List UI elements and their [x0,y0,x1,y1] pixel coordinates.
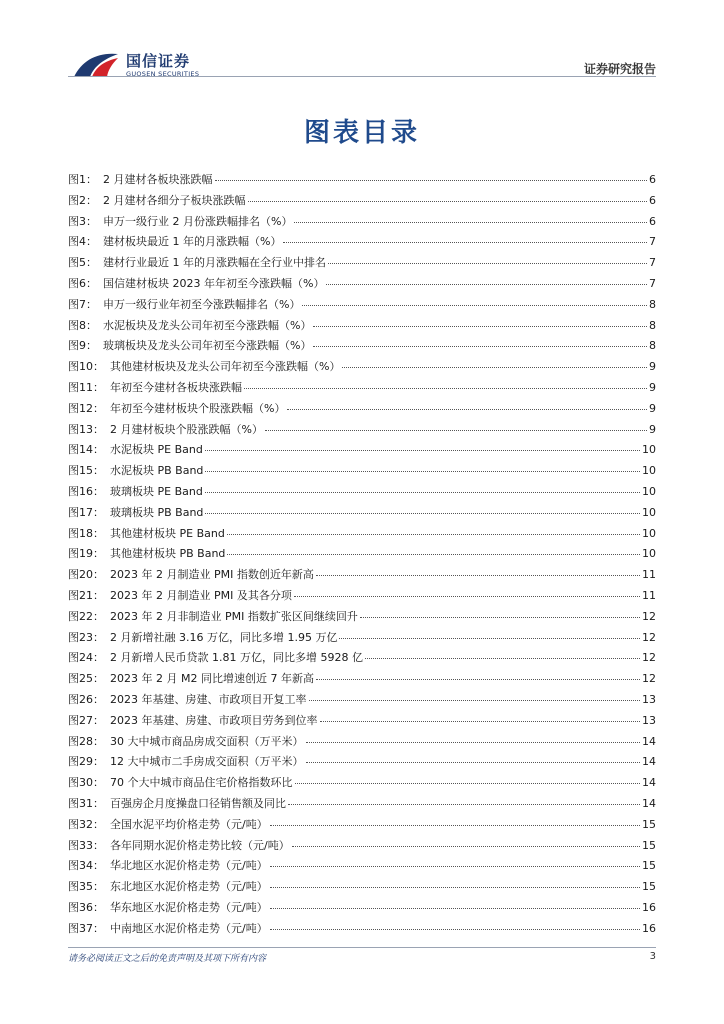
toc-dot-leader [360,617,640,618]
toc-entry-page: 15 [642,838,656,852]
toc-dot-leader [205,450,640,451]
toc-entry-title: 国信建材板块 2023 年年初至今涨跌幅（%） [103,276,325,290]
toc-entry[interactable] [68,379,656,400]
toc-entry-label: 图22： [68,609,104,623]
toc-dot-leader [215,180,648,181]
toc-entry-title: 70 个大中城市商品住宅价格指数环比 [110,776,293,790]
logo-name-en: GUOSEN SECURITIES [126,70,200,78]
toc-entry-page: 12 [642,630,656,644]
toc-dot-leader [309,700,641,701]
toc-dot-leader [326,284,647,285]
toc-entry-page: 7 [649,276,656,290]
toc-entry-title: 年初至今建材板块个股涨跌幅（%） [110,401,286,415]
page-header [0,0,724,80]
toc-dot-leader [205,471,640,472]
toc-entry-label: 图34： [68,859,104,873]
footer-disclaimer: 请务必阅读正文之后的免责声明及其项下所有内容 [68,954,267,964]
toc-entry-label: 图33： [68,838,104,852]
toc-entry-label: 图4： [68,235,97,249]
toc-entry[interactable] [68,857,656,878]
toc-dot-leader [270,825,640,826]
toc-entry-title: 华北地区水泥价格走势（元/吨） [110,859,268,873]
toc-entry-title: 东北地区水泥价格走势（元/吨） [110,880,268,894]
toc-dot-leader [288,804,640,805]
toc-entry[interactable] [68,608,656,629]
toc-entry-page: 14 [642,734,656,748]
toc-dot-leader [328,263,647,264]
toc-entry-page: 9 [649,360,656,374]
page-number: 3 [649,951,656,962]
toc-entry-page: 7 [649,256,656,270]
toc-entry-title: 百强房企月度操盘口径销售额及同比 [110,796,286,810]
toc-entry[interactable] [68,483,656,504]
toc-entry[interactable] [68,441,656,462]
toc-entry[interactable] [68,691,656,712]
toc-entry-title: 中南地区水泥价格走势（元/吨） [110,921,268,935]
toc-entry[interactable] [68,670,656,691]
toc-entry-label: 图37： [68,921,104,935]
toc-entry-label: 图11： [68,380,104,394]
logo-name-cn: 国信证券 [126,52,191,70]
toc-entry-label: 图9： [68,339,97,353]
toc-entry[interactable] [68,337,656,358]
header-divider [68,76,656,77]
toc-entry-label: 图18： [68,526,104,540]
toc-entry-label: 图15： [68,464,104,478]
footer-divider [68,947,656,948]
toc-entry-title: 其他建材板块 PE Band [110,526,225,540]
toc-entry[interactable] [68,358,656,379]
toc-entry-title: 水泥板块 PE Band [110,443,203,457]
toc-entry-page: 15 [642,880,656,894]
toc-dot-leader [294,222,647,223]
toc-dot-leader [292,846,640,847]
toc-entry-label: 图25： [68,672,104,686]
toc-entry-page: 7 [649,235,656,249]
toc-entry-page: 9 [649,401,656,415]
toc-entry-page: 14 [642,796,656,810]
toc-entry-page: 10 [642,484,656,498]
toc-entry-page: 15 [642,859,656,873]
toc-dot-leader [342,367,647,368]
toc-entry[interactable] [68,649,656,670]
toc-entry-label: 图17： [68,505,104,519]
toc-entry[interactable] [68,733,656,754]
toc-entry[interactable] [68,566,656,587]
toc-entry-title: 水泥板块 PB Band [110,464,204,478]
toc-entry-title: 建材行业最近 1 年的月涨跌幅在全行业中排名 [103,256,326,270]
toc-entry[interactable] [68,878,656,899]
toc-entry[interactable] [68,192,656,213]
toc-dot-leader [270,887,640,888]
toc-entry[interactable] [68,899,656,920]
toc-entry[interactable] [68,587,656,608]
toc-entry-page: 6 [649,214,656,228]
toc-entry[interactable] [68,296,656,317]
toc-entry-label: 图7： [68,297,97,311]
toc-dot-leader [295,783,641,784]
toc-entry[interactable] [68,233,656,254]
toc-entry[interactable] [68,317,656,338]
toc-entry-title: 2 月建材板块个股涨跌幅（%） [110,422,263,436]
toc-entry-page: 16 [642,900,656,914]
toc-entry-page: 10 [642,526,656,540]
toc-entry[interactable] [68,254,656,275]
toc-entry-label: 图23： [68,630,104,644]
toc-dot-leader [302,305,647,306]
toc-entry[interactable] [68,816,656,837]
toc-entry[interactable] [68,774,656,795]
toc-dot-leader [265,430,647,431]
toc-entry-page: 12 [642,651,656,665]
toc-entry-page: 9 [649,380,656,394]
toc-entry[interactable] [68,753,656,774]
toc-entry-title: 2 月建材各板块涨跌幅 [103,173,213,186]
toc-entry-title: 2023 年 2 月非制造业 PMI 指数扩张区间继续回升 [110,609,358,623]
toc-entry-title: 2 月建材各细分子板块涨跌幅 [103,193,246,207]
toc-dot-leader [244,388,647,389]
toc-dot-leader [227,554,640,555]
toc-entry[interactable] [68,213,656,234]
toc-dot-leader [283,242,647,243]
toc-entry-title: 其他建材板块及龙头公司年初至今涨跌幅（%） [110,360,341,374]
toc-entry-label: 图29： [68,755,104,769]
toc-entry-label: 图21： [68,588,104,602]
toc-entry-page: 6 [649,193,656,207]
toc-entry-page: 10 [642,505,656,519]
toc-entry-page: 16 [642,921,656,935]
toc-entry-title: 水泥板块及龙头公司年初至今涨跌幅（%） [103,318,312,332]
toc-entry-label: 图28： [68,734,104,748]
toc-entry-label: 图30： [68,776,104,790]
toc-entry-page: 10 [642,443,656,457]
toc-entry-title: 各年同期水泥价格走势比较（元/吨） [110,838,290,852]
toc-entry[interactable] [68,421,656,442]
report-type: 证券研究报告 [583,62,656,76]
toc-entry-label: 图36： [68,900,104,914]
toc-entry-label: 图14： [68,443,104,457]
toc-entry-page: 8 [649,339,656,353]
toc-entry-label: 图26： [68,692,104,706]
toc-entry-title: 申万一级行业年初至今涨跌幅排名（%） [103,297,301,311]
toc-entry-page: 11 [642,588,656,602]
toc-entry-page: 12 [642,609,656,623]
toc-dot-leader [205,492,640,493]
toc-entry-page: 8 [649,297,656,311]
toc-dot-leader [320,721,641,722]
toc-entry-title: 申万一级行业 2 月份涨跌幅排名（%） [103,214,293,228]
toc-entry[interactable] [68,400,656,421]
page-title: 图表目录 [303,118,420,148]
toc-entry-page: 15 [642,817,656,831]
toc-entry-title: 建材板块最近 1 年的月涨跌幅（%） [103,235,282,249]
toc-entry-title: 华东地区水泥价格走势（元/吨） [110,900,268,914]
toc-dot-leader [227,534,640,535]
toc-entry-page: 14 [642,776,656,790]
toc-entry-label: 图2： [68,193,97,207]
toc-dot-leader [339,638,640,639]
toc-dot-leader [270,908,640,909]
toc-entry-title: 2023 年基建、房建、市政项目开复工率 [110,692,307,706]
toc-entry-label: 图32： [68,817,104,831]
toc-entry-label: 图19： [68,547,104,561]
toc-entry[interactable] [68,795,656,816]
toc-dot-leader [205,513,640,514]
toc-entry-label: 图16： [68,484,104,498]
toc-dot-leader [316,679,640,680]
toc-dot-leader [248,201,648,202]
toc-entry-title: 2023 年 2 月制造业 PMI 及其各分项 [110,588,292,602]
toc-entry-page: 6 [649,173,656,186]
toc-entry[interactable] [68,275,656,296]
toc-entry-page: 14 [642,755,656,769]
toc-entry[interactable] [68,920,656,941]
toc-entry-label: 图10： [68,360,104,374]
toc-entry[interactable] [68,525,656,546]
toc-entry-title: 2 月新增人民币贷款 1.81 万亿，同比多增 5928 亿 [110,651,363,665]
toc-entry-page: 10 [642,547,656,561]
toc-entry-title: 2023 年基建、房建、市政项目劳务到位率 [110,713,318,727]
toc-entry-title: 全国水泥平均价格走势（元/吨） [110,817,268,831]
toc-dot-leader [306,762,641,763]
toc-dot-leader [313,346,647,347]
toc-dot-leader [287,409,647,410]
toc-entry-label: 图3： [68,214,97,228]
toc-dot-leader [294,596,640,597]
toc-dot-leader [306,742,641,743]
toc-entry-label: 图5： [68,256,97,270]
toc-entry-title: 玻璃板块 PB Band [110,505,204,519]
toc-entry-label: 图20： [68,568,104,582]
toc-entry-title: 2023 年 2 月 M2 同比增速创近 7 年新高 [110,672,314,686]
toc-entry-title: 年初至今建材各板块涨跌幅 [110,380,242,394]
toc-entry-title: 2 月新增社融 3.16 万亿，同比多增 1.95 万亿 [110,630,338,644]
toc-entry-label: 图35： [68,880,104,894]
toc-entry-label: 图13： [68,422,104,436]
toc-entry[interactable] [68,629,656,650]
toc-entry-label: 图6： [68,276,97,290]
toc-entry[interactable] [68,171,656,192]
toc-entry-label: 图12： [68,401,104,415]
toc-entry-title: 2023 年 2 月制造业 PMI 指数创近年新高 [110,568,314,582]
toc-entry-page: 12 [642,672,656,686]
toc-entry-label: 图8： [68,318,97,332]
toc-entry-page: 8 [649,318,656,332]
toc-entry[interactable] [68,504,656,525]
figure-toc-list [68,171,656,940]
toc-entry-page: 13 [642,692,656,706]
toc-entry-title: 其他建材板块 PB Band [110,547,226,561]
toc-entry[interactable] [68,712,656,733]
toc-entry-page: 10 [642,464,656,478]
toc-entry-label: 图31： [68,796,104,810]
toc-entry-label: 图27： [68,713,104,727]
toc-entry-title: 玻璃板块及龙头公司年初至今涨跌幅（%） [103,339,312,353]
toc-entry-label: 图24： [68,651,104,665]
toc-entry[interactable] [68,545,656,566]
toc-dot-leader [365,658,640,659]
toc-dot-leader [316,575,640,576]
toc-entry[interactable] [68,462,656,483]
toc-entry-page: 11 [642,568,656,582]
toc-dot-leader [313,326,647,327]
toc-entry-page: 9 [649,422,656,436]
toc-entry[interactable] [68,837,656,858]
toc-dot-leader [270,929,640,930]
toc-entry-label: 图1： [68,173,97,186]
toc-entry-title: 12 大中城市二手房成交面积（万平米） [110,755,304,769]
toc-entry-title: 玻璃板块 PE Band [110,484,203,498]
toc-dot-leader [270,866,640,867]
toc-entry-title: 30 大中城市商品房成交面积（万平米） [110,734,304,748]
toc-entry-page: 13 [642,713,656,727]
